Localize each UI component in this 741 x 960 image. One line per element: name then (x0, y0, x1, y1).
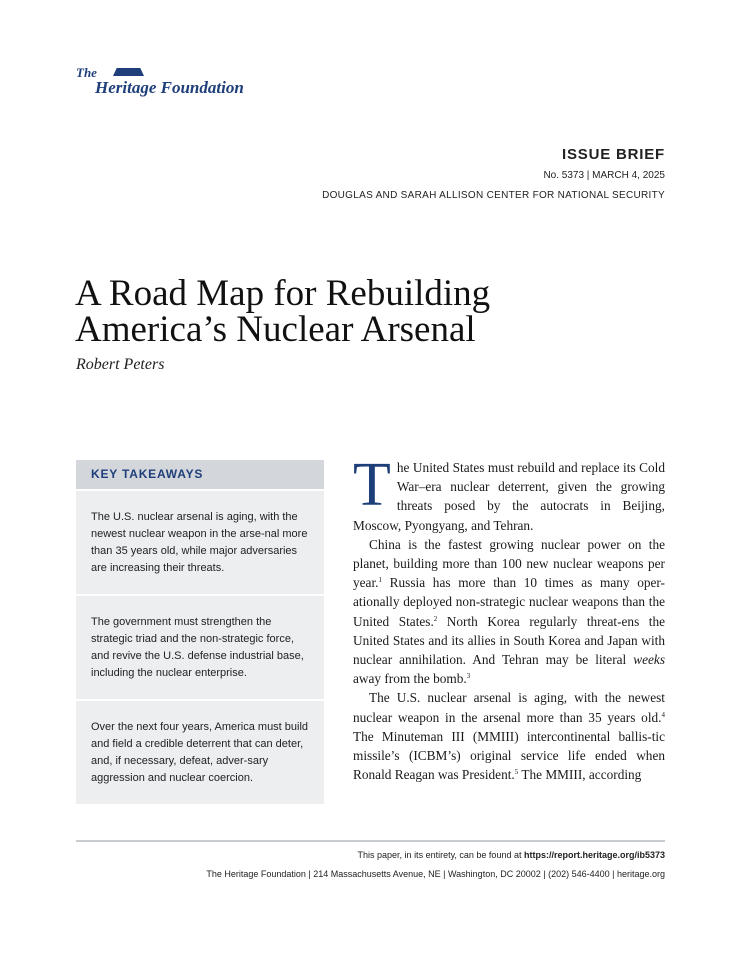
document-number-date: No. 5373 | MARCH 4, 2025 (543, 170, 665, 181)
text: The U.S. nuclear arsenal is aging, with the newest nuclear weapon in the arsenal more than 35 years old. (353, 690, 665, 725)
takeaway-item: The U.S. nuclear arsenal is aging, with the newest nuclear weapon in the arse-nal more than 35 years old, while major adversaries are increasing their threats. (76, 491, 324, 594)
paragraph-2 (353, 535, 665, 689)
logo-name: Heritage Foundation (95, 78, 244, 97)
footnote-ref-4[interactable]: 4 (661, 710, 665, 719)
footer-availability (358, 850, 665, 860)
page-title (75, 273, 635, 350)
text: The Minuteman III (MMIII) intercontinental ballis-tic missile’s (ICBM’s) original service life ended when Ronald Reagan was President. (353, 728, 665, 783)
key-takeaways (76, 460, 324, 804)
author: Robert Peters (76, 356, 165, 373)
footer-address: The Heritage Foundation | 214 Massachusetts Avenue, NE | Washington, DC 20002 | (202) 546-4400 | heritage.org (206, 869, 665, 879)
text: The MMIII, according (518, 767, 642, 783)
takeaway-item: The government must strengthen the strategic triad and the non-strategic force, and revive the U.S. defense industrial base, including the nuclear enterprise. (76, 596, 324, 699)
document-header (322, 146, 665, 203)
drop-cap: T (353, 451, 391, 519)
article-body (353, 451, 665, 784)
key-takeaways-heading: KEY TAKEAWAYS (76, 460, 324, 489)
report-link[interactable]: https://report.heritage.org/ib5373 (523, 850, 665, 860)
paragraph-1-text: he United States must rebuild and replace its Cold War–era nuclear deterrent, given the growing threats posed by the autocrats in Beijing, Moscow, Pyongyang, and Tehran. (353, 460, 665, 533)
footer-divider (76, 840, 665, 842)
document-type: ISSUE BRIEF (562, 146, 665, 163)
takeaway-item: Over the next four years, America must build and field a credible deterrent that can deter, and, if necessary, defeat, adver-sary aggression and nuclear coercion. (76, 701, 324, 804)
title-line-2: America’s Nuclear Arsenal (75, 309, 476, 350)
footnote-ref-1[interactable]: 1 (378, 576, 382, 585)
text: North Korea regularly threat-ens the United States and its allies in South Korea and Japan with nuclear annihilation. And Tehran may be literal (353, 613, 665, 668)
logo-roof-icon (113, 68, 144, 76)
footnote-ref-5[interactable]: 5 (514, 768, 519, 777)
emphasis: weeks (633, 652, 665, 668)
footer-availability-text: This paper, in its entirety, can be found at (357, 850, 524, 860)
paragraph-3 (353, 688, 665, 784)
text: Russia has more than 10 times as many oper-ationally deployed non-strategic nuclear weapons than the United States. (353, 575, 665, 629)
research-center: DOUGLAS AND SARAH ALLISON CENTER FOR NATIONAL SECURITY (322, 190, 665, 201)
title-line-1: A Road Map for Rebuilding (75, 273, 491, 314)
logo-the: The (76, 65, 97, 80)
paragraph-1 (353, 451, 665, 535)
heritage-logo (76, 66, 266, 100)
footnote-ref-3[interactable]: 3 (466, 672, 471, 681)
text: China is the fastest growing nuclear power on the planet, building more than 100 new nuclear weapons per year. (353, 536, 665, 591)
text: away from the bomb. (353, 671, 467, 687)
footnote-ref-2[interactable]: 2 (433, 614, 438, 623)
